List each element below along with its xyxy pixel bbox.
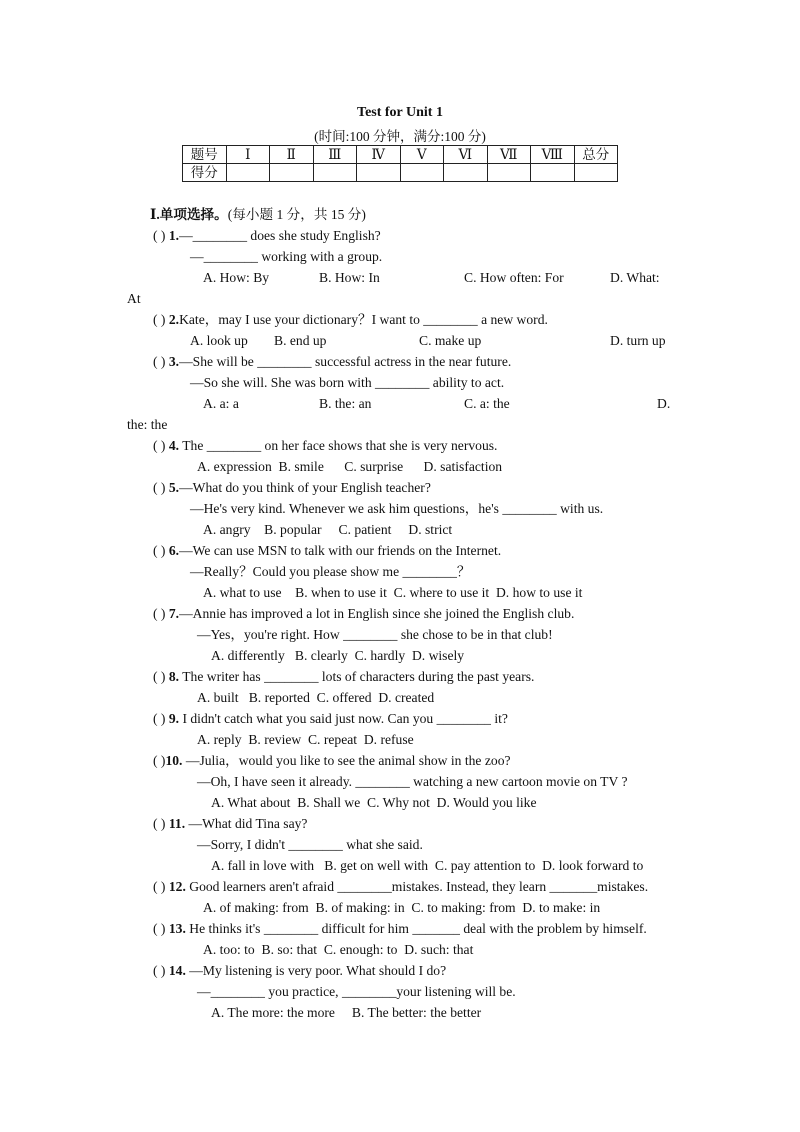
- options-line: A. fall in love with B. get on well with C. pay attention to D. look forward to: [211, 858, 644, 873]
- answer-bracket[interactable]: ( ): [153, 921, 169, 936]
- option-b: B. the: an: [319, 396, 372, 411]
- section-heading: [150, 206, 366, 224]
- answer-bracket[interactable]: ( ): [153, 606, 169, 621]
- question-text: He thinks it's ________ difficult for him _______ deal with the problem by himself.: [185, 921, 647, 936]
- question-3: [153, 353, 511, 371]
- question-number: 6.: [168, 543, 180, 558]
- page-title: Test for Unit 1: [357, 105, 443, 120]
- question-number: 1.: [168, 228, 180, 243]
- score-cell[interactable]: [574, 164, 618, 182]
- answer-bracket[interactable]: ( ): [153, 312, 169, 327]
- question-line: —________ you practice, ________your listening will be.: [197, 984, 516, 999]
- question-text: —My listening is very poor. What should I do?: [185, 963, 447, 978]
- question-number: 7.: [168, 606, 180, 621]
- options-line: A. reply B. review C. repeat D. refuse: [197, 732, 414, 747]
- option-d: D.: [657, 396, 671, 411]
- question-text: —What did Tina say?: [185, 816, 308, 831]
- option-wrap: At: [127, 291, 141, 306]
- score-cell: Ⅳ: [357, 146, 401, 164]
- score-cell: Ⅶ: [487, 146, 531, 164]
- score-cell: Ⅴ: [400, 146, 444, 164]
- option-a: A. look up: [190, 333, 248, 348]
- option-d: D. What:: [610, 270, 660, 285]
- question-text: —We can use MSN to talk with our friends on the Internet.: [179, 543, 502, 558]
- option-c: C. a: the: [464, 396, 510, 411]
- score-cell: Ⅵ: [444, 146, 488, 164]
- question-number: 9.: [168, 711, 180, 726]
- question-2: [153, 311, 548, 329]
- question-text: The ________ on her face shows that she is very nervous.: [179, 438, 498, 453]
- options-line: A. of making: from B. of making: in C. to making: from D. to make: in: [203, 900, 601, 915]
- score-cell: 总分: [574, 146, 618, 164]
- options-line: A. what to use B. when to use it C. where to use it D. how to use it: [203, 585, 583, 600]
- answer-bracket[interactable]: ( ): [153, 753, 166, 768]
- question-text: —________ does she study English?: [179, 228, 381, 243]
- question-text: —She will be ________ successful actress in the near future.: [179, 354, 512, 369]
- options-line: A. differently B. clearly C. hardly D. wisely: [211, 648, 465, 663]
- score-cell: Ⅰ: [226, 146, 270, 164]
- answer-bracket[interactable]: ( ): [153, 816, 169, 831]
- question-line: —Oh, I have seen it already. ________ watching a new cartoon movie on TV ?: [197, 774, 628, 789]
- options-line: A. too: to B. so: that C. enough: to D. such: that: [203, 942, 474, 957]
- score-cell[interactable]: [270, 164, 314, 182]
- question-line: —So she will. She was born with ________ ability to act.: [190, 375, 505, 390]
- question-line: —Yes，you're right. How ________ she chose to be in that club!: [197, 627, 553, 642]
- section-note: (每小题 1 分，共 15 分): [227, 207, 366, 222]
- option-c: C. make up: [419, 333, 482, 348]
- question-text: Good learners aren't afraid ________mistakes. Instead, they learn _______mistakes.: [185, 879, 649, 894]
- score-cell: Ⅷ: [531, 146, 575, 164]
- options-line: A. expression B. smile C. surprise D. satisfaction: [197, 459, 503, 474]
- score-cell[interactable]: [487, 164, 531, 182]
- question-9: [153, 710, 508, 728]
- question-11: [153, 815, 307, 833]
- score-cell[interactable]: [531, 164, 575, 182]
- question-text: —Annie has improved a lot in English since she joined the English club.: [179, 606, 575, 621]
- question-line: —He's very kind. Whenever we ask him questions，he's ________ with us.: [190, 501, 604, 516]
- score-cell[interactable]: [357, 164, 401, 182]
- score-cell: 题号: [183, 146, 227, 164]
- question-text: —What do you think of your English teacher?: [179, 480, 431, 495]
- answer-bracket[interactable]: ( ): [153, 354, 169, 369]
- option-a: A. How: By: [203, 270, 270, 285]
- question-number: 14.: [168, 963, 186, 978]
- score-cell: Ⅱ: [270, 146, 314, 164]
- answer-bracket[interactable]: ( ): [153, 543, 169, 558]
- question-number: 10.: [165, 753, 183, 768]
- answer-bracket[interactable]: ( ): [153, 669, 169, 684]
- options-line: A. angry B. popular C. patient D. strict: [203, 522, 453, 537]
- question-13: [153, 920, 647, 938]
- question-number: 11.: [168, 816, 186, 831]
- score-table: [182, 145, 618, 182]
- score-table-score-row: [183, 164, 618, 182]
- question-line: —Sorry, I didn't ________ what she said.: [197, 837, 423, 852]
- question-number: 12.: [168, 879, 186, 894]
- option-d: D. turn up: [610, 333, 666, 348]
- question-10: [153, 752, 511, 770]
- question-14: [153, 962, 446, 980]
- score-cell: Ⅲ: [313, 146, 357, 164]
- score-cell: 得分: [183, 164, 227, 182]
- answer-bracket[interactable]: ( ): [153, 438, 169, 453]
- question-number: 5.: [168, 480, 180, 495]
- question-4: [153, 437, 497, 455]
- question-text: Kate，may I use your dictionary？I want to ________ a new word.: [179, 312, 548, 327]
- options-line: A. The more: the more B. The better: the better: [211, 1005, 482, 1020]
- option-c: C. How often: For: [464, 270, 564, 285]
- answer-bracket[interactable]: ( ): [153, 879, 169, 894]
- question-1: [153, 227, 381, 245]
- question-number: 2.: [168, 312, 180, 327]
- answer-bracket[interactable]: ( ): [153, 228, 169, 243]
- answer-bracket[interactable]: ( ): [153, 711, 169, 726]
- answer-bracket[interactable]: ( ): [153, 480, 169, 495]
- question-number: 4.: [168, 438, 180, 453]
- score-cell[interactable]: [313, 164, 357, 182]
- option-b: B. How: In: [319, 270, 380, 285]
- section-title: Ⅰ.单项选择。: [150, 207, 228, 222]
- question-text: I didn't catch what you said just now. Can you ________ it?: [179, 711, 508, 726]
- question-number: 3.: [168, 354, 180, 369]
- option-b: B. end up: [274, 333, 327, 348]
- score-table-header-row: [183, 146, 618, 164]
- score-cell[interactable]: [444, 164, 488, 182]
- answer-bracket[interactable]: ( ): [153, 963, 169, 978]
- question-5: [153, 479, 431, 497]
- question-line: —Really？Could you please show me ________？: [190, 564, 471, 579]
- options-line: A. What about B. Shall we C. Why not D. Would you like: [211, 795, 537, 810]
- score-cell[interactable]: [226, 164, 270, 182]
- question-number: 13.: [168, 921, 186, 936]
- question-6: [153, 542, 501, 560]
- question-text: The writer has ________ lots of characters during the past years.: [179, 669, 535, 684]
- page-subtitle: (时间:100 分钟，满分:100 分): [314, 129, 486, 144]
- question-8: [153, 668, 534, 686]
- option-a: A. a: a: [203, 396, 239, 411]
- question-7: [153, 605, 574, 623]
- option-wrap: the: the: [127, 417, 168, 432]
- question-number: 8.: [168, 669, 180, 684]
- question-12: [153, 878, 648, 896]
- score-cell[interactable]: [400, 164, 444, 182]
- question-line: —________ working with a group.: [190, 249, 383, 264]
- question-text: —Julia，would you like to see the animal show in the zoo?: [182, 753, 511, 768]
- options-line: A. built B. reported C. offered D. created: [197, 690, 435, 705]
